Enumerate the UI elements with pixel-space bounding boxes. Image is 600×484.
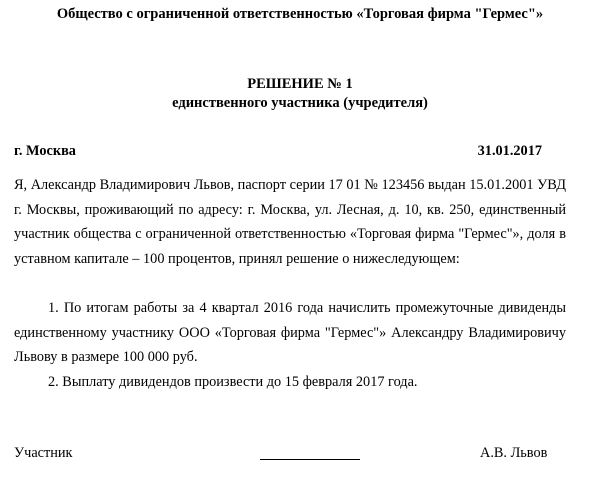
decision-item: 2. Выплату дивидендов произвести до 15 февраля 2017 года.: [48, 374, 418, 390]
document-title: РЕШЕНИЕ № 1: [247, 76, 353, 92]
signature-label: Участник: [14, 445, 73, 461]
decision-item: 1. По итогам работы за 4 квартал 2016 года начислить промежуточные дивиденды единственному участнику ООО «Торговая фирма "Гермес"» Александру Владимировичу Львову в размере 100 000 руб.: [14, 300, 566, 365]
document-subtitle: единственного участника (учредителя): [172, 95, 428, 111]
intro-paragraph: Я, Александр Владимирович Львов, паспорт серии 17 01 № 123456 выдан 15.01.2001 УВД г. Москвы, проживающий по адресу: г. Москва, ул. Лесная, д. 10, кв. 250, единственный участник общества с ограниченной ответственностью «Торговая фирма "Гермес"», доля в уставном капитале – 100 процентов, принял решение о нижеследующем:: [14, 177, 566, 267]
document-date: 31.01.2017: [477, 143, 542, 159]
document-city: г. Москва: [14, 143, 76, 159]
signatory-name: А.В. Львов: [480, 445, 548, 461]
organization-name: Общество с ограниченной ответственностью «Торговая фирма "Гермес"»: [56, 6, 544, 22]
signature-line: [260, 459, 360, 460]
